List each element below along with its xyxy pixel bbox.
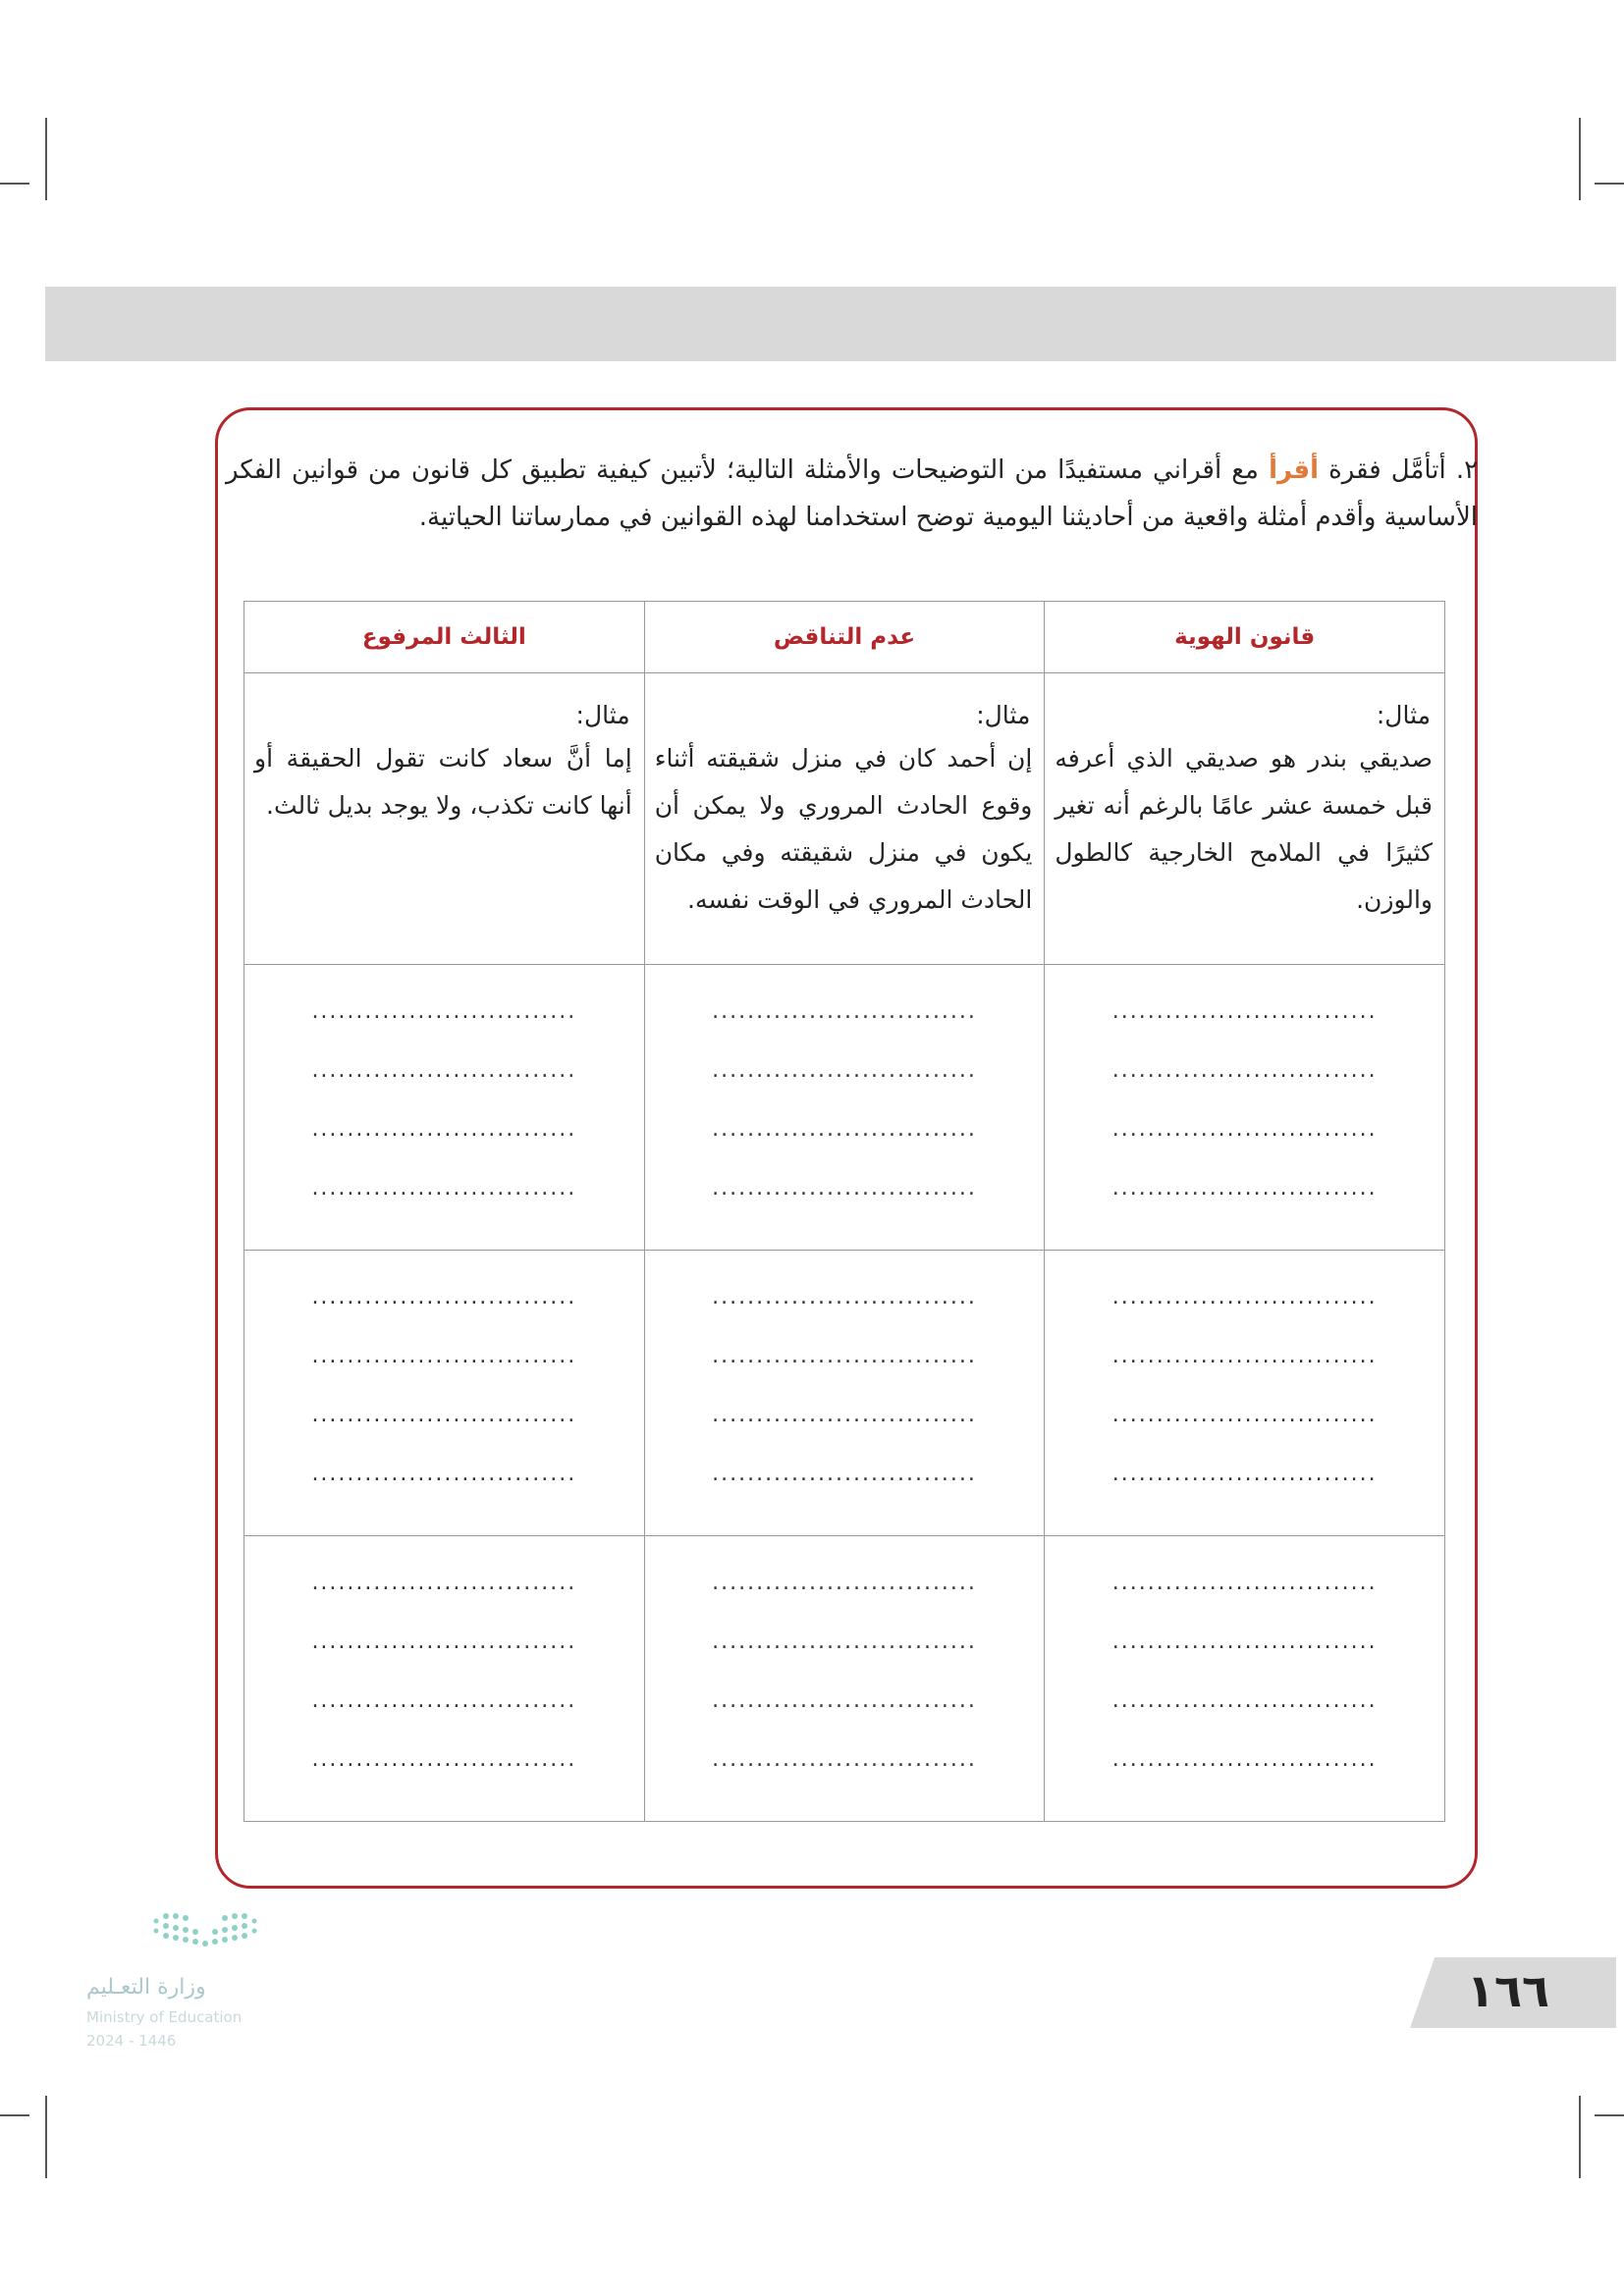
- answer-line[interactable]: ..............................: [1111, 1629, 1378, 1654]
- answer-line[interactable]: ..............................: [1111, 1176, 1378, 1201]
- header-excluded-middle: الثالث المرفوع: [244, 602, 645, 673]
- answer-line[interactable]: ..............................: [712, 1688, 977, 1713]
- answer-line[interactable]: ..............................: [311, 1403, 577, 1427]
- header-identity: قانون الهوية: [1045, 602, 1445, 673]
- answer-line[interactable]: ..............................: [311, 1629, 577, 1654]
- crop-mark: [1595, 2114, 1624, 2116]
- answer-cell[interactable]: [644, 1251, 1045, 1536]
- instruction-part2: مع أقراني مستفيدًا من التوضيحات والأمثلة التالية؛ لأتبين كيفية تطبيق كل قانون من قوانين الفكر الأساسية وأقدم أمثلة واقعية من أحاديثنا اليومية توضح استخدامنا لهذه القوانين في ممارساتنا الحياتية.: [226, 455, 1478, 532]
- answer-line[interactable]: ..............................: [712, 1285, 977, 1309]
- answer-line[interactable]: ..............................: [311, 1571, 577, 1595]
- answer-line[interactable]: ..............................: [1111, 1117, 1378, 1142]
- answer-line[interactable]: ..............................: [712, 1117, 977, 1142]
- answer-line[interactable]: ..............................: [311, 1462, 577, 1486]
- crop-mark: [1579, 118, 1581, 200]
- example-cell-excluded-middle: [244, 673, 645, 965]
- answer-row: [244, 1536, 1445, 1822]
- answer-line[interactable]: ..............................: [712, 1403, 977, 1427]
- answer-row: [244, 965, 1445, 1251]
- highlight-word: أقرأ: [1269, 455, 1320, 485]
- example-cell-identity: [1045, 673, 1445, 965]
- instruction-text: [226, 447, 1478, 541]
- item-number: ٢.: [1455, 455, 1479, 485]
- example-label: مثال:: [575, 701, 630, 729]
- example-text: صديقي بندر هو صديقي الذي أعرفه قبل خمسة عشر عامًا بالرغم أنه تغير كثيرًا في الملامح الخارجية كالطول والوزن.: [1055, 744, 1433, 914]
- crop-mark: [1595, 183, 1624, 185]
- crop-mark: [45, 2096, 47, 2178]
- laws-table: [244, 601, 1445, 1822]
- answer-row: [244, 1251, 1445, 1536]
- answer-line[interactable]: ..............................: [311, 1058, 577, 1083]
- answer-line[interactable]: ..............................: [311, 1747, 577, 1772]
- ministry-year: 2024 - 1446: [86, 2032, 177, 2050]
- answer-line[interactable]: ..............................: [1111, 1058, 1378, 1083]
- example-row: [244, 673, 1445, 965]
- example-text: إن أحمد كان في منزل شقيقته أثناء وقوع الحادث المروري ولا يمكن أن يكون في منزل شقيقته وفي مكان الحادث المروري في الوقت نفسه.: [654, 744, 1033, 914]
- answer-cell[interactable]: [244, 965, 645, 1251]
- answer-line[interactable]: ..............................: [712, 1462, 977, 1486]
- answer-line[interactable]: ..............................: [311, 1117, 577, 1142]
- answer-line[interactable]: ..............................: [311, 1344, 577, 1368]
- answer-cell[interactable]: [644, 965, 1045, 1251]
- instruction-part1: أتأمَّل فقرة: [1328, 455, 1446, 485]
- answer-line[interactable]: ..............................: [712, 1571, 977, 1595]
- answer-line[interactable]: ..............................: [1111, 1747, 1378, 1772]
- answer-line[interactable]: ..............................: [712, 999, 977, 1024]
- example-label: مثال:: [1376, 701, 1431, 729]
- answer-line[interactable]: ..............................: [1111, 999, 1378, 1024]
- page-number: ١٦٦: [1466, 1964, 1550, 2017]
- ministry-name-english: Ministry of Education: [86, 2008, 243, 2026]
- answer-line[interactable]: ..............................: [712, 1058, 977, 1083]
- crop-mark: [1579, 2096, 1581, 2178]
- example-cell-non-contradiction: [644, 673, 1045, 965]
- answer-line[interactable]: ..............................: [1111, 1462, 1378, 1486]
- answer-line[interactable]: ..............................: [712, 1344, 977, 1368]
- crop-mark: [0, 183, 29, 185]
- answer-cell[interactable]: [644, 1536, 1045, 1822]
- crop-mark: [0, 2114, 29, 2116]
- answer-line[interactable]: ..............................: [712, 1629, 977, 1654]
- answer-line[interactable]: ..............................: [1111, 1571, 1378, 1595]
- answer-line[interactable]: ..............................: [311, 1176, 577, 1201]
- answer-line[interactable]: ..............................: [311, 999, 577, 1024]
- answer-line[interactable]: ..............................: [1111, 1403, 1378, 1427]
- example-label: مثال:: [976, 701, 1031, 729]
- header-band: [45, 287, 1616, 361]
- answer-cell[interactable]: [244, 1536, 645, 1822]
- answer-line[interactable]: ..............................: [311, 1688, 577, 1713]
- header-non-contradiction: عدم التناقض: [644, 602, 1045, 673]
- header-row: [244, 602, 1445, 673]
- answer-cell[interactable]: [244, 1251, 645, 1536]
- answer-line[interactable]: ..............................: [712, 1747, 977, 1772]
- answer-line[interactable]: ..............................: [712, 1176, 977, 1201]
- answer-cell[interactable]: [1045, 1536, 1445, 1822]
- answer-line[interactable]: ..............................: [311, 1285, 577, 1309]
- ministry-name-arabic: وزارة التعـليم: [86, 1975, 206, 2000]
- answer-line[interactable]: ..............................: [1111, 1344, 1378, 1368]
- example-text: إما أنَّ سعاد كانت تقول الحقيقة أو أنها كانت تكذب، ولا يوجد بديل ثالث.: [254, 744, 632, 820]
- answer-cell[interactable]: [1045, 965, 1445, 1251]
- answer-cell[interactable]: [1045, 1251, 1445, 1536]
- answer-line[interactable]: ..............................: [1111, 1688, 1378, 1713]
- crop-mark: [45, 118, 47, 200]
- answer-line[interactable]: ..............................: [1111, 1285, 1378, 1309]
